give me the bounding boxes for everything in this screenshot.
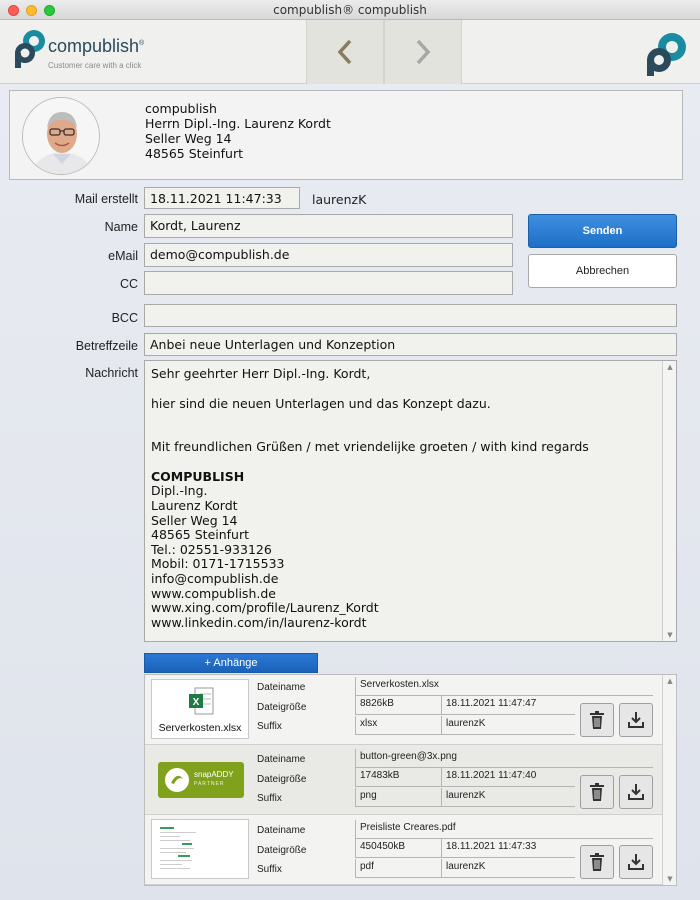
attachment-row: [145, 675, 663, 745]
user-value: laurenzK: [441, 716, 575, 735]
recipient-header: [9, 90, 683, 180]
signature-line: www.compublish.de: [151, 585, 276, 601]
minimize-window-button[interactable]: [26, 5, 37, 16]
pdf-preview-thumbnail: [158, 824, 198, 876]
download-attachment-button[interactable]: [619, 845, 653, 879]
filename-value: button-green@3x.png: [355, 749, 653, 768]
compublish-logo-icon-right: [644, 30, 690, 76]
attachment-thumbnail: [151, 679, 249, 739]
download-icon: [627, 853, 645, 871]
badge-text: snapADDY: [194, 770, 234, 779]
send-button[interactable]: Senden: [528, 214, 677, 248]
logo-wordmark: [48, 36, 144, 57]
attachment-row: [145, 745, 663, 815]
mail-created-field: 18.11.2021 11:47:33: [144, 187, 300, 209]
date-value: 18.11.2021 11:47:40: [441, 768, 575, 787]
address-line-street: Seller Weg 14: [145, 131, 232, 146]
cc-label: CC: [119, 277, 138, 291]
snapaddy-logo-icon: [164, 767, 190, 793]
zoom-window-button[interactable]: [44, 5, 55, 16]
email-label: eMail: [108, 249, 138, 263]
delete-attachment-button[interactable]: [580, 703, 614, 737]
suffix-label: Suffix: [257, 721, 282, 732]
suffix-label: Suffix: [257, 864, 282, 875]
signature-line: Laurenz Kordt: [151, 497, 238, 513]
date-value: 18.11.2021 11:47:33: [441, 839, 575, 858]
signature-company: COMPUBLISH: [151, 468, 245, 484]
email-field[interactable]: demo@compublish.de: [144, 243, 513, 267]
message-closing: Mit freundlichen Grüßen / met vriendelijke groeten / with kind regards: [151, 439, 589, 455]
attachments-scrollbar[interactable]: [662, 675, 676, 885]
subject-field[interactable]: Anbei neue Unterlagen und Konzeption: [144, 333, 677, 356]
trash-icon: [589, 783, 605, 801]
suffix-label: Suffix: [257, 793, 282, 804]
signature-line: www.xing.com/profile/Laurenz_Kordt: [151, 600, 379, 616]
attachments-button[interactable]: + Anhänge: [144, 653, 318, 673]
bcc-label: BCC: [111, 311, 138, 325]
chevron-left-icon: [336, 39, 354, 65]
bcc-field[interactable]: [144, 304, 677, 327]
toolbar: [0, 20, 700, 84]
user-value: laurenzK: [441, 859, 575, 878]
delete-attachment-button[interactable]: [580, 845, 614, 879]
filesize-label: Dateigröße: [257, 845, 307, 856]
address-line-company: compublish: [145, 101, 217, 116]
download-attachment-button[interactable]: [619, 775, 653, 809]
excel-file-icon: [187, 686, 215, 716]
scroll-up-icon[interactable]: ▲: [667, 363, 673, 371]
address-line-city: 48565 Steinfurt: [145, 146, 244, 161]
mail-created-label: Mail erstellt: [74, 192, 138, 206]
filesize-value: 17483kB: [355, 768, 441, 787]
delete-attachment-button[interactable]: [580, 775, 614, 809]
filename-value: Preisliste Creares.pdf: [355, 820, 653, 839]
scroll-down-icon[interactable]: ▼: [667, 875, 673, 883]
recipient-address: [145, 101, 331, 161]
date-value: 18.11.2021 11:47:47: [441, 696, 575, 715]
attachment-thumbnail: [151, 749, 249, 809]
snapaddy-partner-badge: [158, 762, 244, 798]
avatar: [22, 97, 100, 175]
filesize-label: Dateigröße: [257, 774, 307, 785]
subject-label: Betreffzeile: [75, 339, 138, 353]
cc-field[interactable]: [144, 271, 513, 295]
chevron-right-icon: [414, 39, 432, 65]
signature-line: info@compublish.de: [151, 570, 279, 586]
message-textarea[interactable]: [144, 360, 677, 642]
download-attachment-button[interactable]: [619, 703, 653, 737]
compublish-logo-icon: [14, 28, 48, 68]
close-window-button[interactable]: [8, 5, 19, 16]
filename-label: Dateiname: [257, 682, 306, 693]
filename-label: Dateiname: [257, 754, 306, 765]
message-greeting: Sehr geehrter Herr Dipl.-Ing. Kordt,: [151, 366, 371, 381]
attachment-caption: Serverkosten.xlsx: [158, 722, 242, 734]
download-icon: [627, 783, 645, 801]
logo-tagline: Customer care with a click: [48, 61, 142, 70]
address-line-name: Herrn Dipl.-Ing. Laurenz Kordt: [145, 116, 331, 131]
filesize-value: 8826kB: [355, 696, 441, 715]
scroll-down-icon[interactable]: ▼: [667, 631, 673, 639]
filename-value: Serverkosten.xlsx: [355, 677, 653, 696]
signature-line: Mobil: 0171-1715533: [151, 556, 285, 572]
attachment-thumbnail: [151, 819, 249, 879]
scroll-up-icon[interactable]: ▲: [667, 677, 673, 685]
logo-registered-mark: ®: [139, 40, 145, 47]
filesize-value: 450450kB: [355, 839, 441, 858]
trash-icon: [589, 853, 605, 871]
download-icon: [627, 711, 645, 729]
cancel-button[interactable]: Abbrechen: [528, 254, 677, 288]
window-title: compublish® compublish: [273, 3, 427, 17]
message-body: hier sind die neuen Unterlagen und das Konzept dazu.: [151, 395, 491, 411]
person-photo: [23, 98, 100, 175]
message-label: Nachricht: [85, 366, 138, 380]
user-value: laurenzK: [441, 788, 575, 807]
name-label: Name: [104, 220, 138, 234]
suffix-value: pdf: [355, 859, 441, 878]
attachments-list: [144, 674, 677, 886]
logo-wordmark-text: compublish: [48, 36, 140, 56]
svg-text:X: X: [192, 697, 200, 708]
badge-subtext: PARTNER: [194, 781, 225, 787]
signature-line: Dipl.-Ing.: [151, 483, 208, 499]
signature-line: Seller Weg 14: [151, 512, 238, 528]
signature-line: www.linkedin.com/in/laurenz-kordt: [151, 614, 367, 630]
created-by-user: laurenzK: [312, 192, 367, 207]
trash-icon: [589, 711, 605, 729]
previous-button[interactable]: [306, 20, 384, 84]
filesize-label: Dateigröße: [257, 702, 307, 713]
suffix-value: png: [355, 788, 441, 807]
compublish-logo: [14, 26, 154, 78]
signature-line: Tel.: 02551-933126: [151, 541, 272, 557]
filename-label: Dateiname: [257, 825, 306, 836]
name-field[interactable]: Kordt, Laurenz: [144, 214, 513, 238]
signature-line: 48565 Steinfurt: [151, 527, 250, 543]
window-titlebar: [0, 0, 700, 20]
attachment-row: [145, 815, 663, 885]
message-scrollbar[interactable]: [662, 361, 676, 641]
suffix-value: xlsx: [355, 716, 441, 735]
next-button[interactable]: [384, 20, 462, 84]
